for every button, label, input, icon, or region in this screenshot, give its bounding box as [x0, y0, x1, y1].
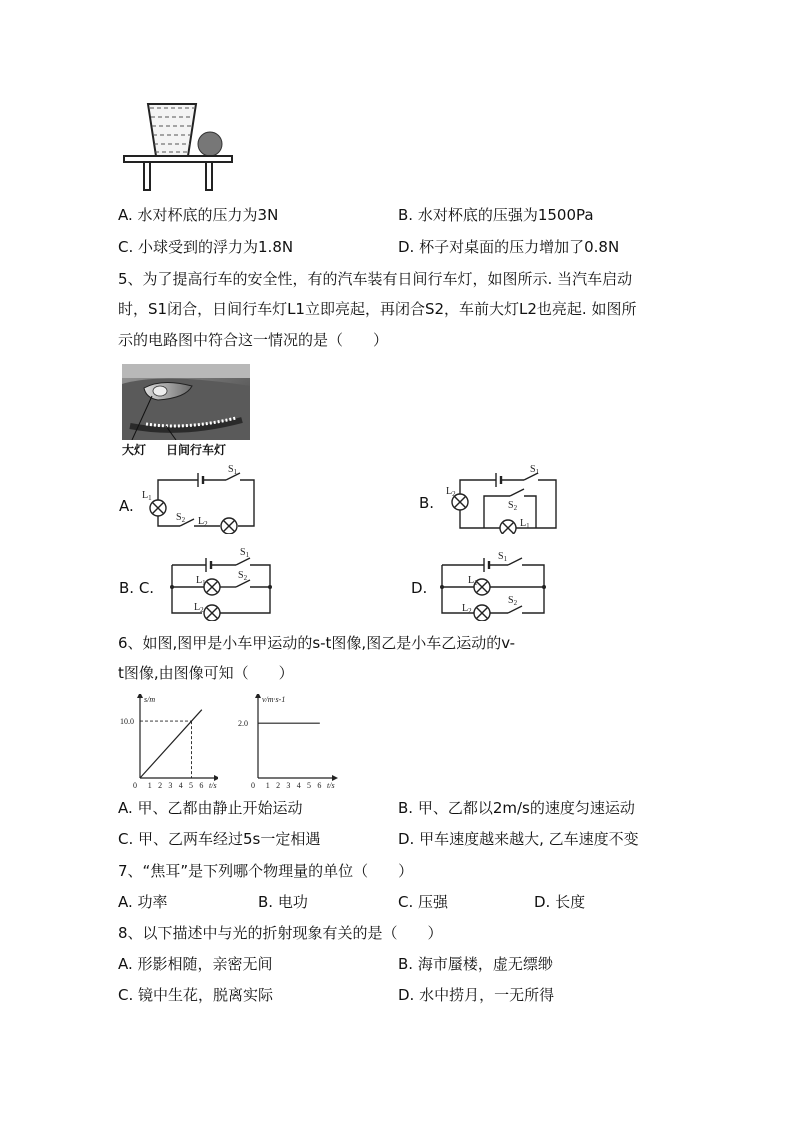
q6-option-a: A. 甲、乙都由静止开始运动 [118, 799, 303, 817]
label-l1: $L_1$ [142, 490, 152, 502]
svg-text:L2: $L_2$ [462, 603, 472, 615]
q8-stem: 8、以下描述中与光的折射现象有关的是（ ） [118, 924, 443, 942]
label-s2: $S_2$ [176, 512, 186, 524]
x-tick-label: 1 [147, 781, 152, 790]
q6-option-c: C. 甲、乙两车经过5s一定相遇 [118, 830, 321, 848]
svg-text:S2: $S_2$ [508, 500, 518, 512]
svg-text:S1: $S_1$ [240, 547, 250, 559]
q4-option-c: C. 小球受到的浮力为1.8N [118, 238, 294, 256]
chart-s-t [118, 694, 218, 790]
q8-option-b: B. 海市蜃楼，虚无缥缈 [398, 955, 553, 973]
q5-option-c-label: B. C. [119, 579, 155, 597]
q8-option-a: A. 形影相随，亲密无间 [118, 955, 273, 973]
x-tick-label: 5 [189, 781, 194, 790]
svg-text:L2: $L_2$ [194, 602, 204, 614]
svg-text:S1: $S_1$ [498, 551, 508, 563]
svg-text:L1: $L_1$ [520, 518, 530, 530]
x-tick-label: 4 [178, 781, 183, 790]
svg-text:S1: $S_1$ [530, 464, 540, 476]
x-tick-label: 6 [199, 781, 204, 790]
y-axis-arrow [137, 694, 143, 698]
circuit-b [438, 460, 562, 534]
q8-option-d: D. 水中捞月，一无所得 [398, 986, 555, 1004]
y-axis-label: s/m [144, 695, 156, 704]
svg-text:L2: $L_2$ [446, 486, 456, 498]
x-tick-label: 2 [276, 781, 281, 790]
svg-text:L1: $L_1$ [468, 575, 478, 587]
circuit-a [140, 460, 264, 534]
x-tick-label: 6 [317, 781, 322, 790]
q7-option-a: A. 功率 [118, 893, 168, 911]
q5-stem-line3: 示的电路图中符合这一情况的是（ ） [118, 331, 389, 349]
ball [198, 132, 222, 156]
q5-option-d-label: D. [411, 579, 428, 597]
q6-stem-line2: t图像,由图像可知（ ） [118, 664, 294, 682]
x-tick-label: 2 [158, 781, 163, 790]
label-s1: $S_1$ [228, 464, 238, 476]
svg-text:S2: $S_2$ [508, 595, 518, 607]
q7-stem: 7、“焦耳”是下列哪个物理量的单位（ ） [118, 862, 414, 880]
svg-text:L1: $L_1$ [196, 575, 206, 587]
x-tick-label: 0 [133, 781, 137, 790]
q5-stem-line2: 时，S1闭合，日间行车灯L1立即亮起，再闭合S2，车前大灯L2也亮起. 如图所 [118, 300, 637, 318]
q5-stem-line1: 5、为了提高行车的安全性，有的汽车装有日间行车灯，如图所示. 当汽车启动 [118, 270, 633, 288]
cup-table-figure [118, 98, 238, 194]
x-tick-label: 3 [168, 781, 173, 790]
x-tick-label: 5 [307, 781, 312, 790]
y-tick-label: 10.0 [120, 717, 134, 727]
y-axis-label: v/m·s-1 [262, 695, 286, 704]
y-tick-label: 2.0 [238, 719, 248, 729]
y-axis-arrow [255, 694, 261, 698]
q4-option-a: A. 水对杯底的压力为3N [118, 206, 279, 224]
q6-option-d: D. 甲车速度越来越大, 乙车速度不变 [398, 830, 639, 848]
circuit-d [432, 545, 550, 621]
q6-option-b: B. 甲、乙都以2m/s的速度匀速运动 [398, 799, 635, 817]
q8-option-c: C. 镜中生花，脱离实际 [118, 986, 274, 1004]
q5-option-a-label: A. [119, 497, 134, 515]
q7-option-b: B. 电功 [258, 893, 308, 911]
photo-label-headlight: 大灯 [122, 443, 147, 457]
x-axis-label: t/s [327, 781, 335, 790]
x-tick-label: 1 [265, 781, 270, 790]
label-l2: $L_2$ [198, 516, 208, 528]
q4-option-b: B. 水对杯底的压强为1500Pa [398, 206, 594, 224]
svg-text:S2: $S_2$ [238, 570, 248, 582]
q7-option-d: D. 长度 [534, 893, 586, 911]
x-axis-label: t/s [209, 781, 217, 790]
q6-stem-line1: 6、如图,图甲是小车甲运动的s-t图像,图乙是小车乙运动的v- [118, 634, 516, 652]
x-tick-label: 0 [251, 781, 255, 790]
car-headlight-photo [122, 364, 250, 440]
series-line [140, 710, 202, 778]
q7-option-c: C. 压强 [398, 893, 449, 911]
circuit-c [160, 545, 278, 621]
x-tick-label: 4 [296, 781, 301, 790]
chart-v-t [236, 694, 340, 790]
q5-option-b-label: B. [419, 494, 435, 512]
q4-option-d: D. 杯子对桌面的压力增加了0.8N [398, 238, 620, 256]
photo-label-drl: 日间行车灯 [166, 443, 227, 457]
x-tick-label: 3 [286, 781, 291, 790]
